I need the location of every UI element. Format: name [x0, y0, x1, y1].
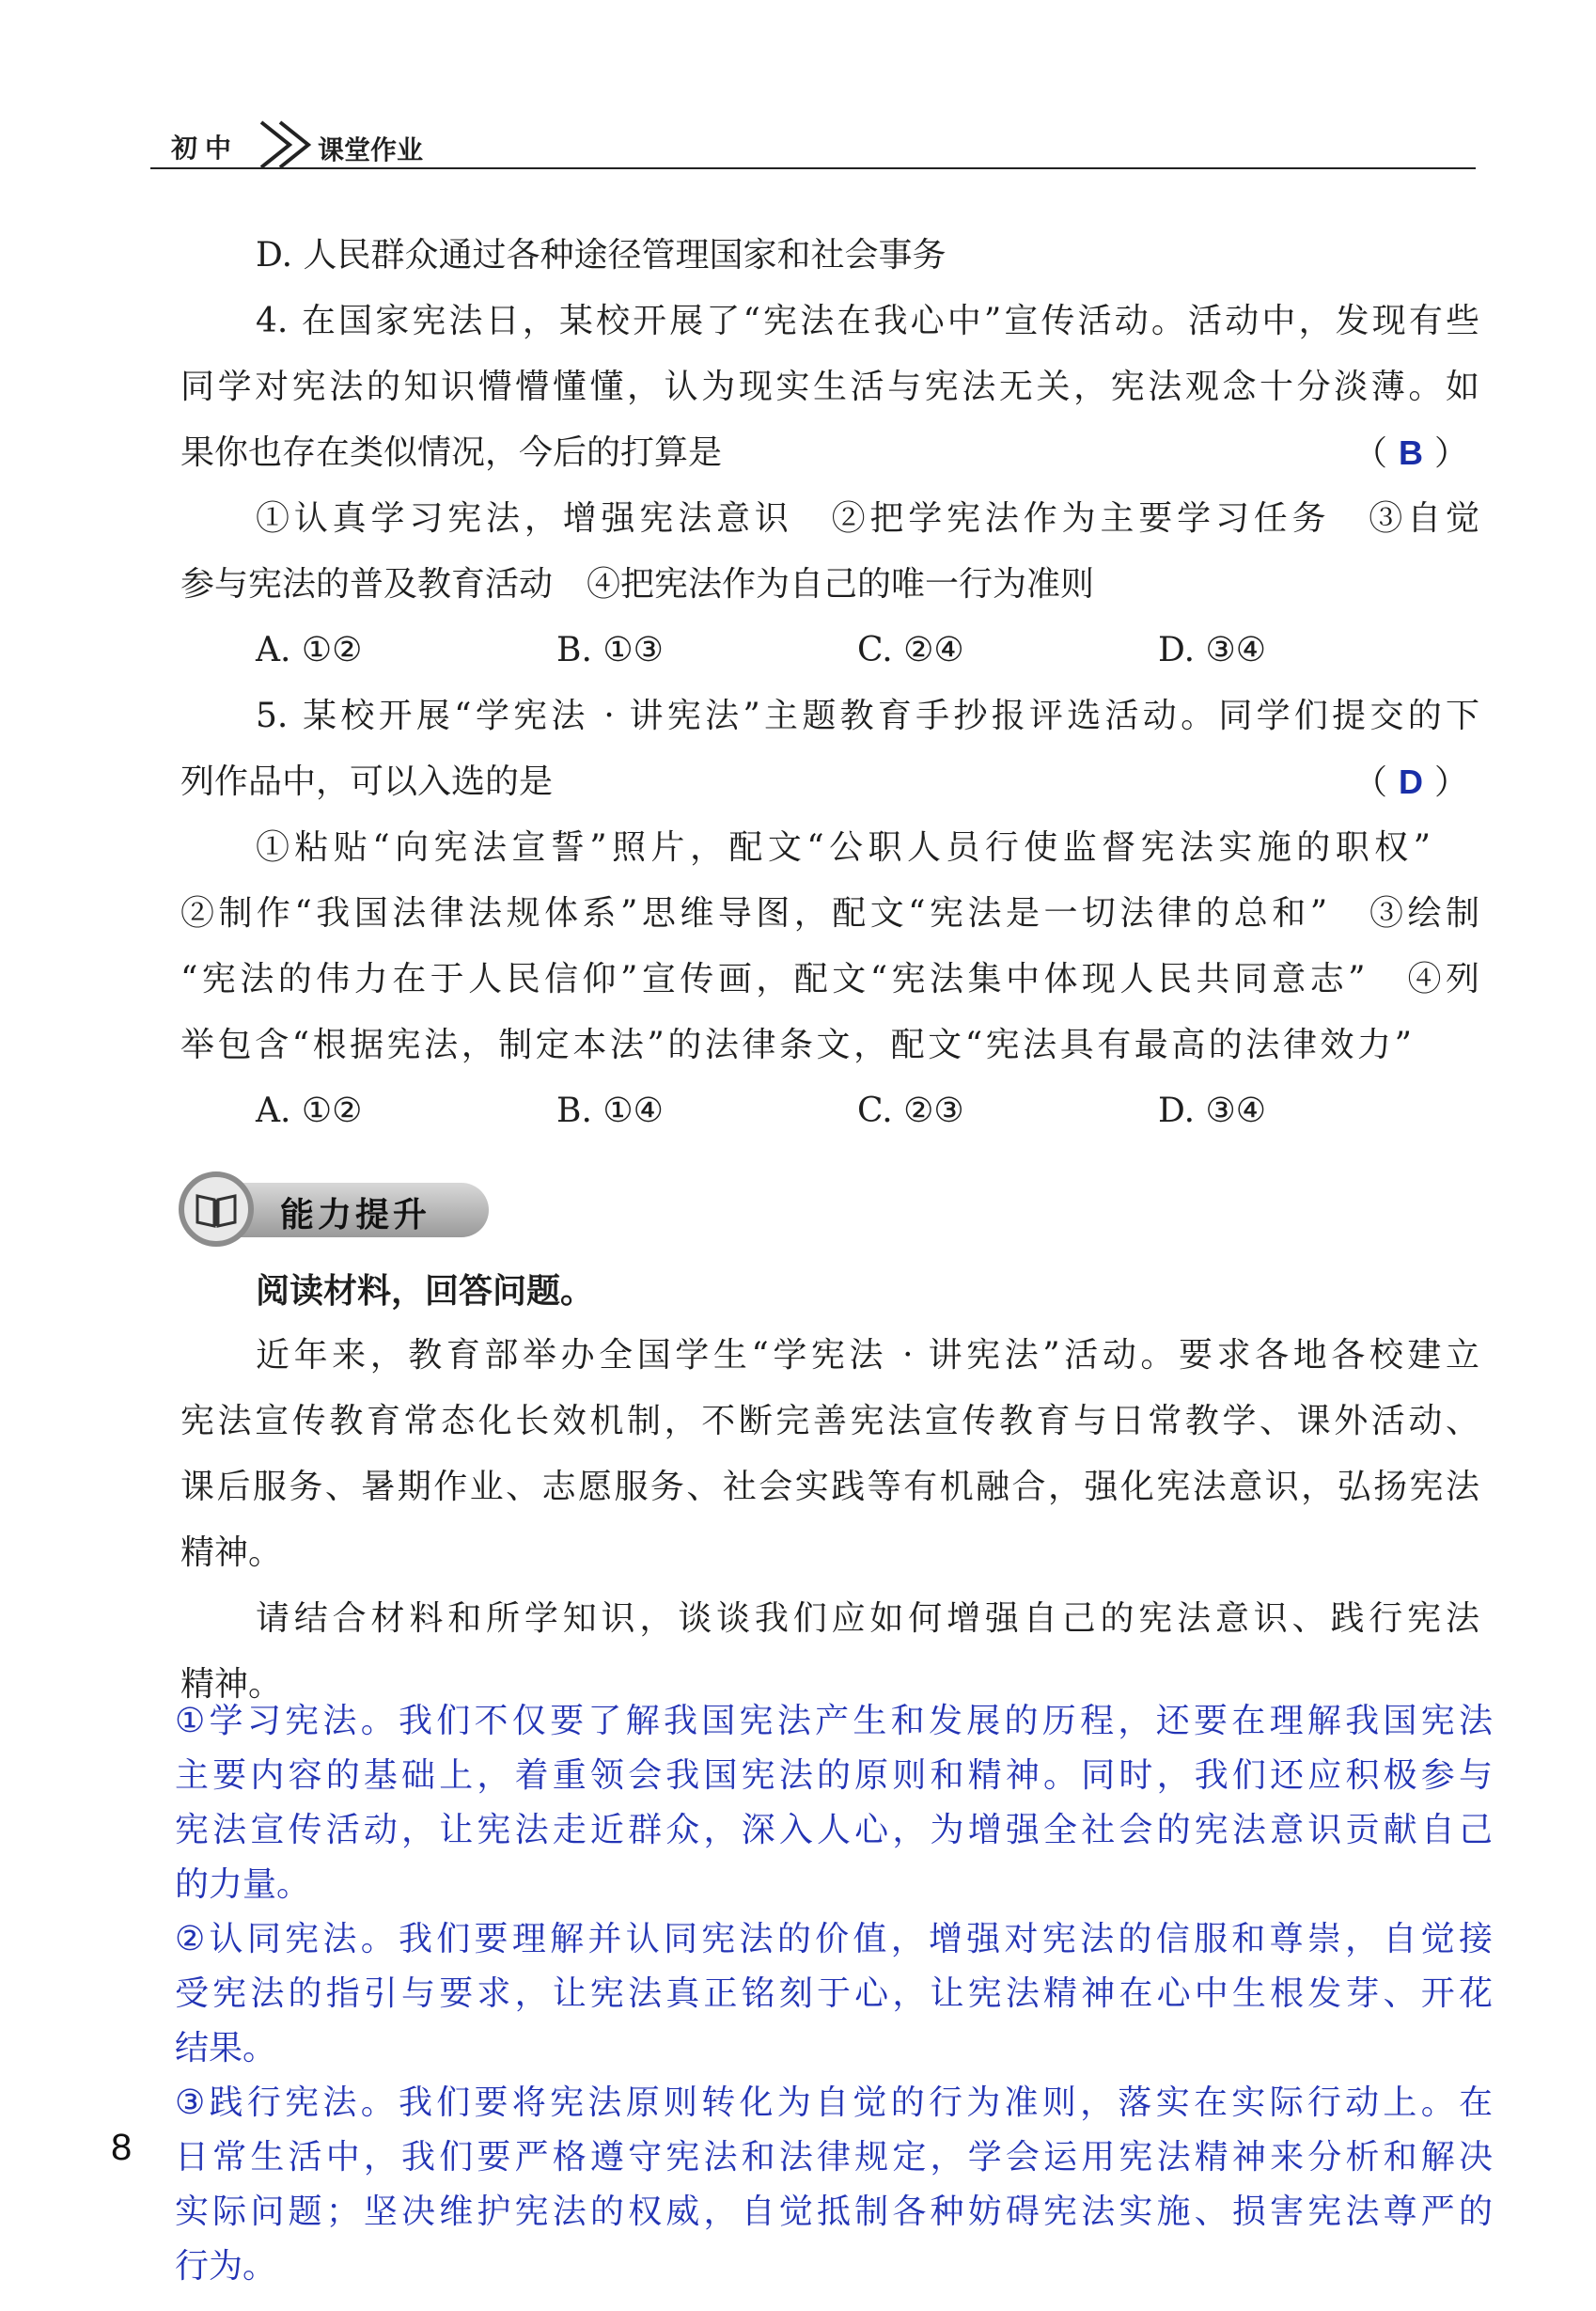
answer-line9: 日常生活中，我们要严格遵守宪法和法律规定，学会运用宪法精神来分析和解决: [175, 2138, 1493, 2177]
q4-option-a: A. ①②: [256, 631, 363, 669]
material-line4: 精神。: [180, 1533, 283, 1572]
q5-option-d: D. ③④: [1158, 1092, 1267, 1130]
section-title: 能力提升: [280, 1196, 431, 1234]
q5-statements-line4: 举包含“根据宪法，制定本法”的法律条文，配文“宪法具有最高的法律效力”: [180, 1026, 1412, 1064]
page-header: [150, 113, 1476, 171]
q5-answer-open: （: [1353, 763, 1388, 802]
material-line1: 近年来，教育部举办全国学生“学宪法 · 讲宪法”活动。要求各地各校建立: [256, 1336, 1479, 1375]
q4-answer: [1353, 431, 1468, 477]
answer-line2: 主要内容的基础上，着重领会我国宪法的原则和精神。同时，我们还应积极参与: [175, 1756, 1493, 1795]
question-line1: 请结合材料和所学知识，谈谈我们应如何增强自己的宪法意识、践行宪法: [256, 1599, 1479, 1638]
q5-option-b: B. ①④: [556, 1092, 664, 1130]
answer-line7: 结果。: [175, 2029, 277, 2067]
q5-option-a: A. ①②: [256, 1092, 363, 1130]
q5-stem-line2: 列作品中，可以入选的是: [180, 762, 554, 801]
q4-answer-open: （: [1353, 434, 1388, 473]
header-book-name: 课堂作业: [318, 134, 424, 165]
q5-answer: [1353, 760, 1468, 806]
material-line2: 宪法宣传教育常态化长效机制，不断完善宪法宣传教育与日常教学、课外活动、: [180, 1402, 1479, 1440]
q5-answer-close: ）: [1434, 763, 1469, 802]
answer-line11: 行为。: [175, 2247, 277, 2286]
answer-line6: 受宪法的指引与要求，让宪法真正铭刻于心，让宪法精神在心中生根发芽、开花: [175, 1974, 1493, 2013]
q4-answer-close: ）: [1434, 434, 1469, 473]
q4-option-b: B. ①③: [556, 631, 664, 669]
q4-stem-line2: 同学对宪法的知识懵懵懂懂，认为现实生活与宪法无关，宪法观念十分淡薄。如: [180, 368, 1479, 406]
q4-stem-line1: 4. 在国家宪法日，某校开展了“宪法在我心中”宣传活动。活动中，发现有些: [256, 302, 1479, 340]
header-level: 初中: [171, 133, 240, 164]
answer-line1: ①学习宪法。我们不仅要了解我国宪法产生和发展的历程，还要在理解我国宪法: [175, 1702, 1493, 1740]
q5-option-c: C. ②③: [857, 1092, 964, 1130]
reading-prompt: 阅读材料，回答问题。: [256, 1272, 595, 1311]
question-line2: 精神。: [180, 1665, 283, 1704]
page-number: 8: [111, 2127, 133, 2168]
section-heading: [179, 1164, 498, 1254]
q5-answer-letter: D: [1399, 762, 1424, 801]
q4-answer-letter: B: [1399, 433, 1424, 472]
answer-line5: ②认同宪法。我们要理解并认同宪法的价值，增强对宪法的信服和尊崇，自觉接: [175, 1920, 1493, 1958]
answer-line4: 的力量。: [175, 1865, 311, 1904]
answer-line10: 实际问题；坚决维护宪法的权威，自觉抵制各种妨碍宪法实施、损害宪法尊严的: [175, 2193, 1493, 2231]
open-book-icon: [192, 1185, 241, 1234]
q4-option-c: C. ②④: [857, 631, 964, 669]
answer-line3: 宪法宣传活动，让宪法走近群众，深入人心，为增强全社会的宪法意识贡献自己: [175, 1811, 1493, 1849]
q4-option-d: D. ③④: [1158, 631, 1267, 669]
q5-statements-line2: ②制作“我国法律法规体系”思维导图，配文“宪法是一切法律的总和” ③绘制: [180, 894, 1479, 933]
header-rule: [150, 167, 1476, 169]
q5-stem-line1: 5. 某校开展“学宪法 · 讲宪法”主题教育手抄报评选活动。同学们提交的下: [256, 697, 1479, 735]
material-line3: 课后服务、暑期作业、志愿服务、社会实践等有机融合，强化宪法意识，弘扬宪法: [180, 1468, 1479, 1506]
q4-stem-line3: 果你也存在类似情况，今后的打算是: [180, 433, 723, 472]
q5-statements-line3: “宪法的伟力在于人民信仰”宣传画，配文“宪法集中体现人民共同意志” ④列: [180, 960, 1479, 998]
answer-line8: ③践行宪法。我们要将宪法原则转化为自觉的行为准则，落实在实际行动上。在: [175, 2083, 1493, 2122]
q4-statements-line1: ①认真学习宪法，增强宪法意识 ②把学宪法作为主要学习任务 ③自觉: [256, 499, 1479, 538]
q4-statements-line2: 参与宪法的普及教育活动 ④把宪法作为自己的唯一行为准则: [180, 565, 1095, 604]
q5-statements-line1: ①粘贴“向宪法宣誓”照片，配文“公职人员行使监督宪法实施的职权”: [256, 828, 1431, 867]
q3-option-d: D. 人民群众通过各种途径管理国家和社会事务: [256, 236, 947, 275]
